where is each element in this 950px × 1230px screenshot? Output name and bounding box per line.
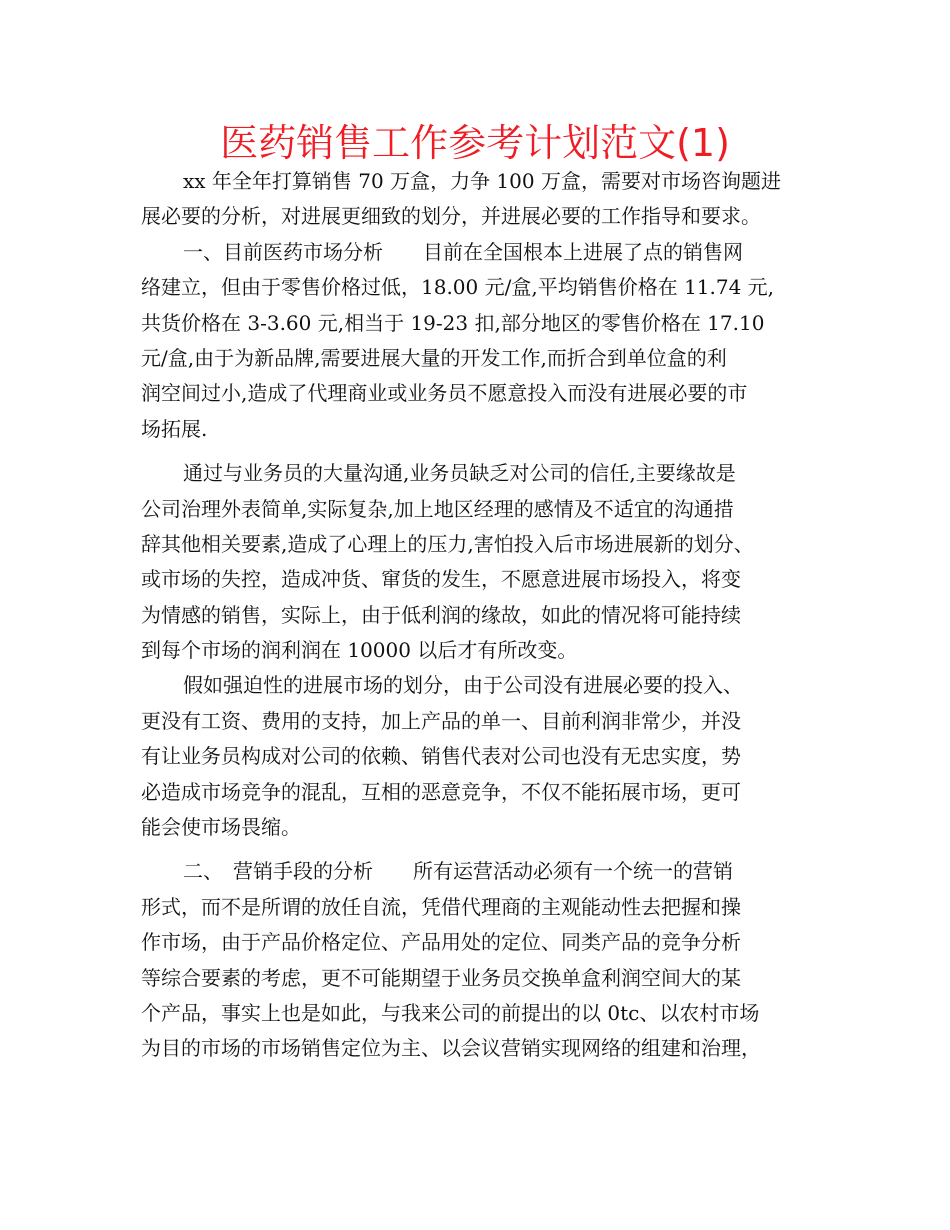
- text-line: xx 年全年打算销售 70 万盒，力争 100 万盒，需要对市场咨询题进: [183, 169, 781, 193]
- text-line: 辞其他相关要素,造成了心理上的压力,害怕投入后市场进展新的划分、: [141, 531, 754, 556]
- text-line: 更没有工资、费用的支持，加上产品的单一、目前利润非常少，并没: [141, 708, 741, 733]
- paragraph: [141, 235, 821, 447]
- text-line: 润空间过小,造成了代理商业或业务员不愿意投入而没有进展必要的市: [141, 381, 748, 406]
- paragraph: [141, 456, 821, 668]
- paragraph: [141, 854, 821, 1066]
- text-line: 作市场，由于产品价格定位、产品用处的定位、同类产品的竞争分析: [141, 930, 741, 955]
- text-line: 络建立，但由于零售价格过低，18.00 元/盒,平均销售价格在 11.74 元,: [141, 275, 775, 300]
- paragraph-gap: [141, 447, 821, 456]
- text-line: 为目的市场的市场销售定位为主、以会议营销实现网络的组建和治理，: [141, 1036, 761, 1061]
- text-line: 为情感的销售，实际上，由于低利润的缘故，如此的情况将可能持续: [141, 602, 741, 627]
- document-body: [141, 164, 821, 1067]
- text-line: 通过与业务员的大量沟通,业务员缺乏对公司的信任,主要缘故是: [183, 461, 736, 486]
- paragraph-gap: [141, 845, 821, 854]
- text-line: 个产品，事实上也是如此，与我来公司的前提出的以 0tc、以农村市场: [141, 1000, 760, 1025]
- text-line: 必造成市场竞争的混乱，互相的恶意竞争，不仅不能拓展市场，更可: [141, 779, 741, 804]
- text-line: 展必要的分析，对进展更细致的划分，并进展必要的工作指导和要求。: [141, 204, 761, 229]
- text-line: 到每个市场的润利润在 10000 以后才有所改变。: [141, 638, 578, 663]
- text-line: 能会使市场畏缩。: [141, 815, 301, 840]
- text-line: 有让业务员构成对公司的依赖、销售代表对公司也没有无忠实度，势: [141, 744, 741, 769]
- text-line: 二、 营销手段的分析 所有运营活动必须有一个统一的营销: [183, 859, 733, 884]
- text-line: 场拓展.: [141, 416, 208, 441]
- paragraph: [141, 164, 821, 235]
- text-line: 假如强迫性的进展市场的划分，由于公司没有进展必要的投入、: [183, 673, 743, 698]
- text-line: 等综合要素的考虑，更不可能期望于业务员交换单盒利润空间大的某: [141, 965, 741, 990]
- document-title: 医药销售工作参考计划范文(1): [220, 121, 730, 165]
- paragraph: [141, 668, 821, 845]
- text-line: 公司治理外表简单,实际复杂,加上地区经理的感情及不适宜的沟通措: [141, 496, 734, 521]
- text-line: 共货价格在 3-3.60 元,相当于 19-23 扣,部分地区的零售价格在 17.10: [141, 310, 765, 335]
- text-line: 形式，而不是所谓的放任自流，凭借代理商的主观能动性去把握和操: [141, 894, 741, 919]
- text-line: 元/盒,由于为新品牌,需要进展大量的开发工作,而折合到单位盒的利: [141, 345, 727, 370]
- text-line: 一、目前医药市场分析 目前在全国根本上进展了点的销售网: [183, 239, 743, 264]
- text-line: 或市场的失控，造成冲货、窜货的发生，不愿意进展市场投入，将变: [141, 567, 741, 592]
